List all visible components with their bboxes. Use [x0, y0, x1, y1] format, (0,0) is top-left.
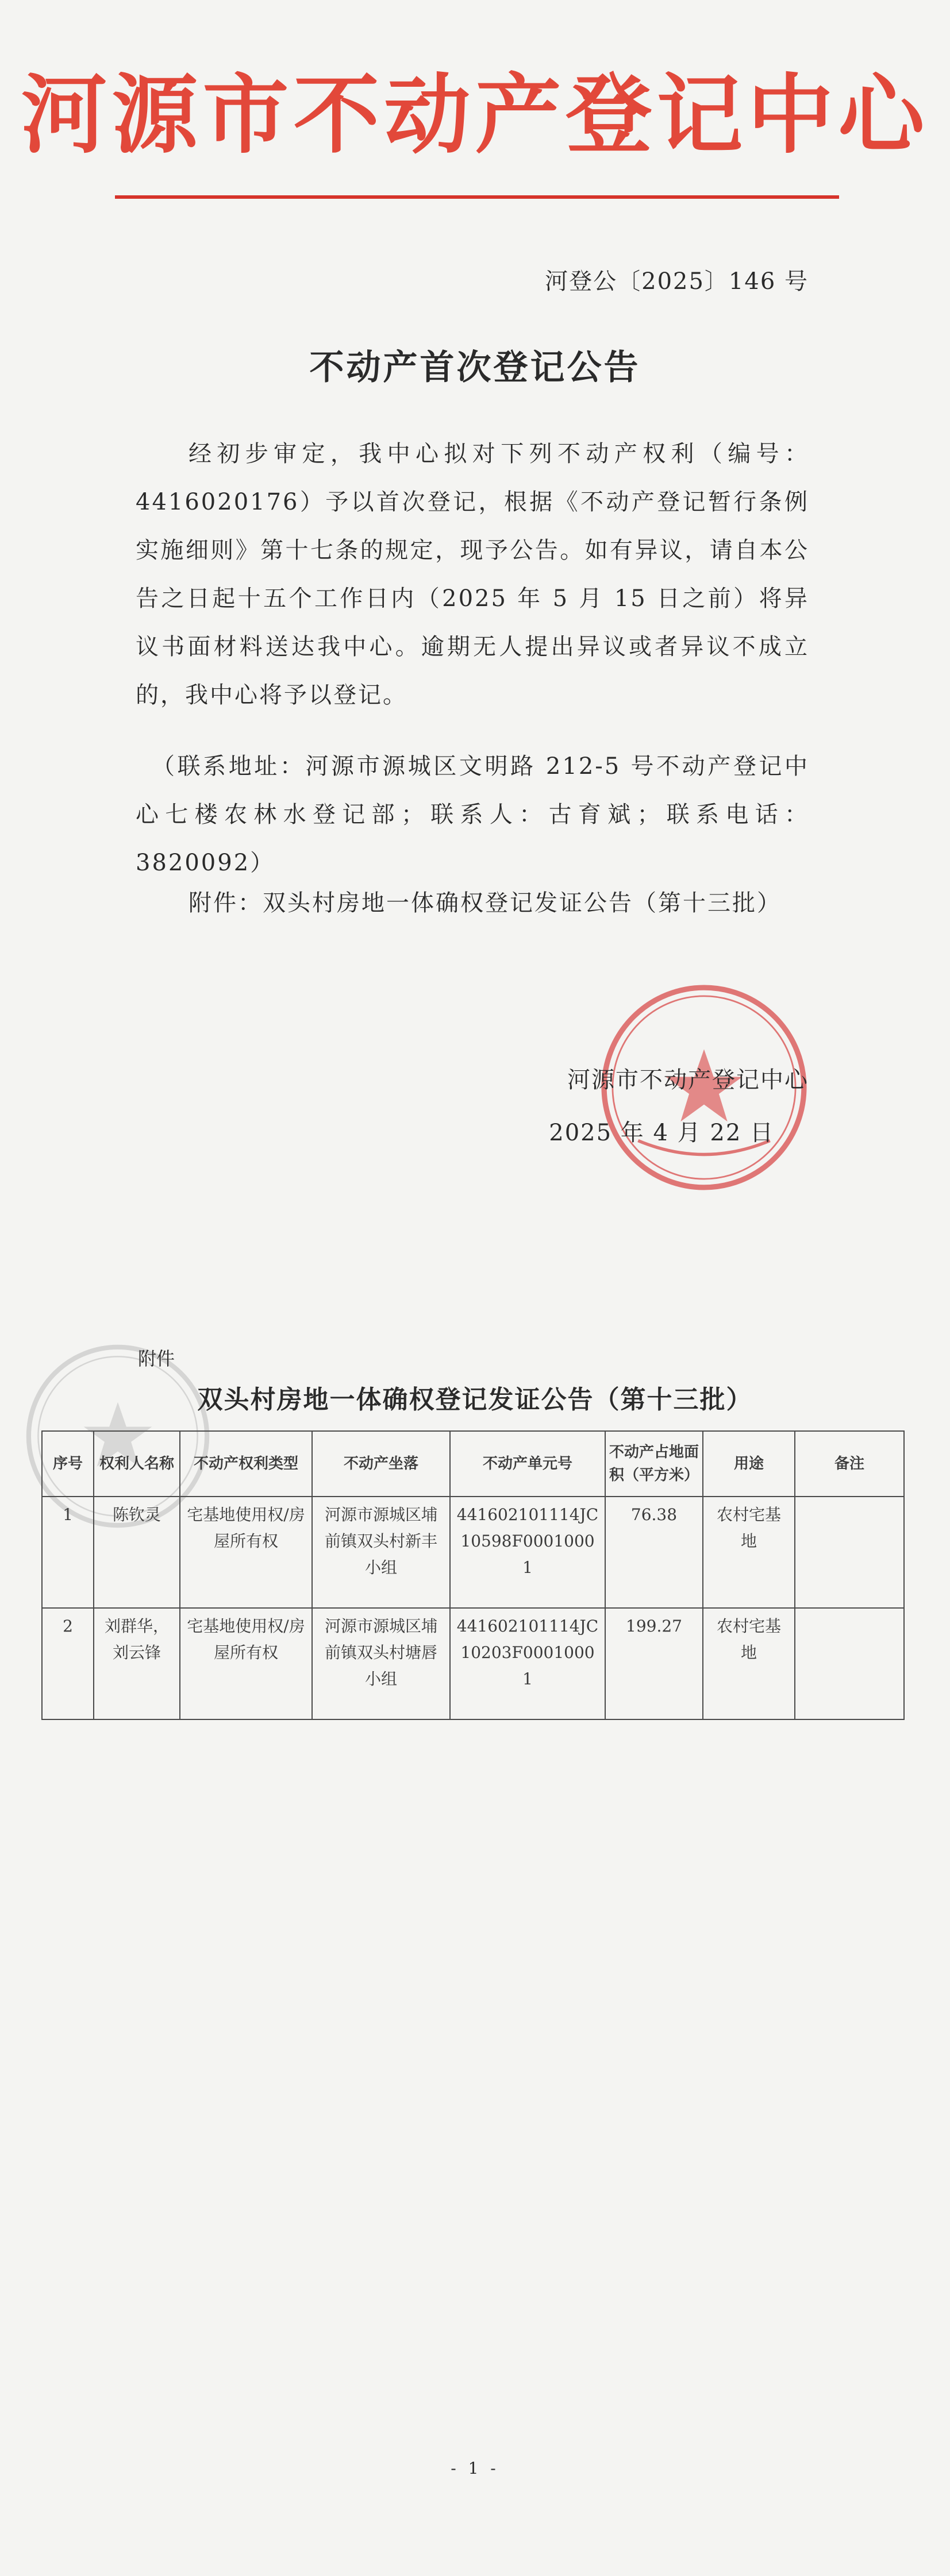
column-header-remark: 备注 [795, 1431, 904, 1497]
document-number: 河登公〔2025〕146 号 [545, 268, 809, 295]
column-header-usage: 用途 [703, 1431, 795, 1497]
registration-table [41, 1430, 905, 1720]
cell-area: 199.27 [605, 1608, 703, 1719]
column-header-right-type: 不动产权利类型 [180, 1431, 312, 1497]
cell-area: 76.38 [605, 1497, 703, 1608]
cell-no: 2 [42, 1608, 94, 1719]
cell-usage: 农村宅基地 [703, 1497, 795, 1608]
cell-no: 1 [42, 1497, 94, 1608]
column-header-owner: 权利人名称 [94, 1431, 180, 1497]
table-row [42, 1497, 904, 1608]
cell-location: 河源市源城区埔前镇双头村新丰小组 [312, 1497, 450, 1608]
notice-title: 不动产首次登记公告 [309, 348, 641, 388]
cell-owner: 陈钦灵 [94, 1497, 180, 1608]
page-number: - 1 - [451, 2459, 499, 2478]
cell-remark [795, 1497, 904, 1608]
cell-right-type: 宅基地使用权/房屋所有权 [180, 1497, 312, 1608]
notice-paragraph-main: 经初步审定，我中心拟对下列不动产权利（编号：4416020176）予以首次登记，根据《不动产登记暂行条例实施细则》第十七条的规定，现予公告。如有异议，请自本公告之日起十五个工作日内（2025 年 5 月 15 日之前）将异议书面材料送达我中心。逾期无人提出异议或者异议不成立的，我中心将予以登记。 [136, 441, 809, 708]
attachment-title: 双头村房地一体确权登记发证公告（第十三批） [197, 1385, 753, 1414]
attachment-reference: 附件：双头村房地一体确权登记发证公告（第十三批） [189, 890, 782, 916]
table-row [42, 1608, 904, 1719]
cell-usage: 农村宅基地 [703, 1608, 795, 1719]
column-header-no: 序号 [42, 1431, 94, 1497]
column-header-unit-no: 不动产单元号 [450, 1431, 605, 1497]
column-header-location: 不动产坐落 [312, 1431, 450, 1497]
table-header-row [42, 1431, 904, 1497]
cell-right-type: 宅基地使用权/房屋所有权 [180, 1608, 312, 1719]
cell-unit-no: 441602101114JC10598F00010001 [450, 1497, 605, 1608]
signature-organization: 河源市不动产登记中心 [567, 1067, 809, 1093]
attachment-label: 附件 [138, 1348, 175, 1370]
cell-owner: 刘群华，刘云锋 [94, 1608, 180, 1719]
contact-paragraph: （联系地址：河源市源城区文明路 212-5 号不动产登记中心七楼农林水登记部；联系人：古育斌；联系电话：3820092） [136, 753, 809, 876]
cell-location: 河源市源城区埔前镇双头村塘唇小组 [312, 1608, 450, 1719]
cell-remark [795, 1608, 904, 1719]
column-header-area: 不动产占地面积（平方米） [605, 1431, 703, 1497]
signature-date: 2025 年 4 月 22 日 [549, 1120, 774, 1146]
header-divider [115, 195, 839, 199]
org-header-title: 河源市不动产登记中心 [21, 64, 929, 165]
cell-unit-no: 441602101114JC10203F00010001 [450, 1608, 605, 1719]
